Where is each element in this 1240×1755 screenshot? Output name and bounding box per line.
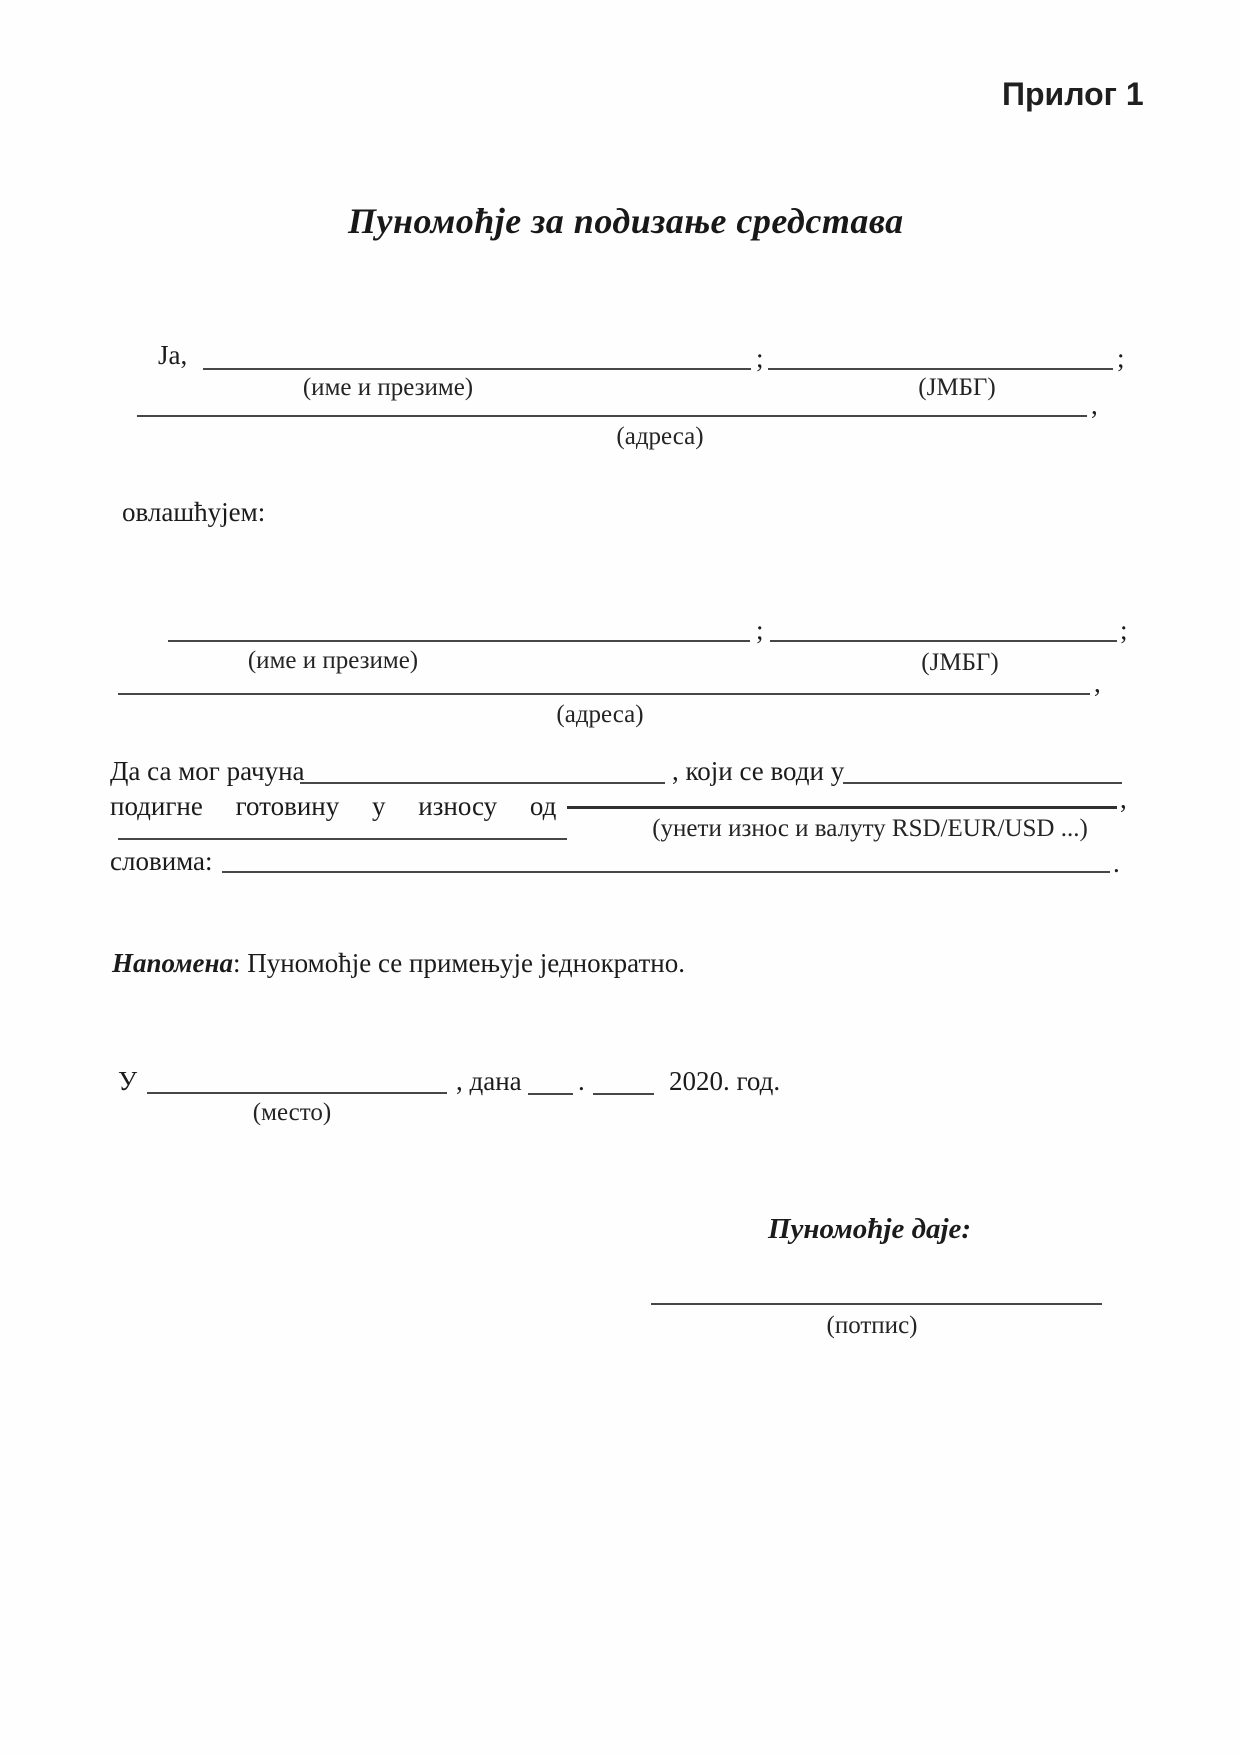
amount-line-comma: ,: [1120, 784, 1127, 814]
month-line: [593, 1093, 654, 1095]
agent-name-label: (име и презиме): [247, 647, 419, 674]
account-number-line: [300, 782, 665, 784]
principal-address-label: (адреса): [616, 423, 704, 450]
account-clause-start: Да са мог рачуна: [110, 756, 305, 786]
words-line-period: .: [1113, 848, 1120, 878]
attachment-label: Прилог 1: [1002, 76, 1144, 112]
agent-address-line: [118, 693, 1090, 695]
principal-address-comma: ,: [1091, 390, 1098, 420]
date-infix: , дана: [456, 1066, 522, 1096]
day-period: .: [578, 1066, 585, 1096]
principal-name-semicolon: ;: [756, 343, 764, 373]
place-label: (место): [252, 1099, 332, 1126]
principal-jmbg-semicolon: ;: [1117, 343, 1125, 373]
words-line: [222, 871, 1110, 873]
document-title: Пуномоћје за подизање средстава: [348, 201, 904, 241]
agent-jmbg-label: (ЈМБГ): [921, 649, 999, 676]
place-prefix: У: [118, 1066, 138, 1096]
principal-jmbg-label: (ЈМБГ): [918, 374, 996, 401]
amount-continuation-line: [118, 838, 567, 840]
agent-address-comma: ,: [1094, 668, 1101, 698]
agent-name-line: [168, 640, 750, 642]
principal-address-line: [137, 415, 1087, 417]
principal-jmbg-line: [768, 368, 1113, 370]
authorize-text: овлашћујем:: [122, 497, 266, 527]
signer-heading: Пуномоћје даје:: [768, 1213, 972, 1245]
day-line: [528, 1093, 573, 1095]
amount-hint-label: (унети износ и валуту RSD/EUR/USD ...): [652, 815, 1088, 842]
agent-address-label: (адреса): [556, 701, 644, 728]
note-row: [112, 948, 685, 979]
principal-name-line: [203, 368, 751, 370]
words-prefix: словима:: [110, 846, 213, 876]
withdraw-clause: подигне готовину у износу од: [110, 791, 557, 821]
note-text: : Пуномоћје се примењује једнократно.: [232, 948, 685, 978]
signature-label: (потпис): [826, 1312, 918, 1339]
bank-name-line: [843, 782, 1122, 784]
principal-name-label: (име и презиме): [302, 374, 474, 401]
signature-line: [651, 1303, 1102, 1305]
account-clause-mid: , који се води у: [672, 756, 845, 786]
agent-name-semicolon: ;: [756, 615, 764, 645]
year-suffix: 2020. год.: [669, 1066, 781, 1096]
agent-jmbg-semicolon: ;: [1120, 615, 1128, 645]
amount-line: [567, 806, 1117, 809]
note-label: Напомена: [112, 948, 233, 978]
agent-jmbg-line: [770, 640, 1117, 642]
principal-intro: Ја,: [158, 340, 188, 370]
place-line: [147, 1092, 447, 1094]
